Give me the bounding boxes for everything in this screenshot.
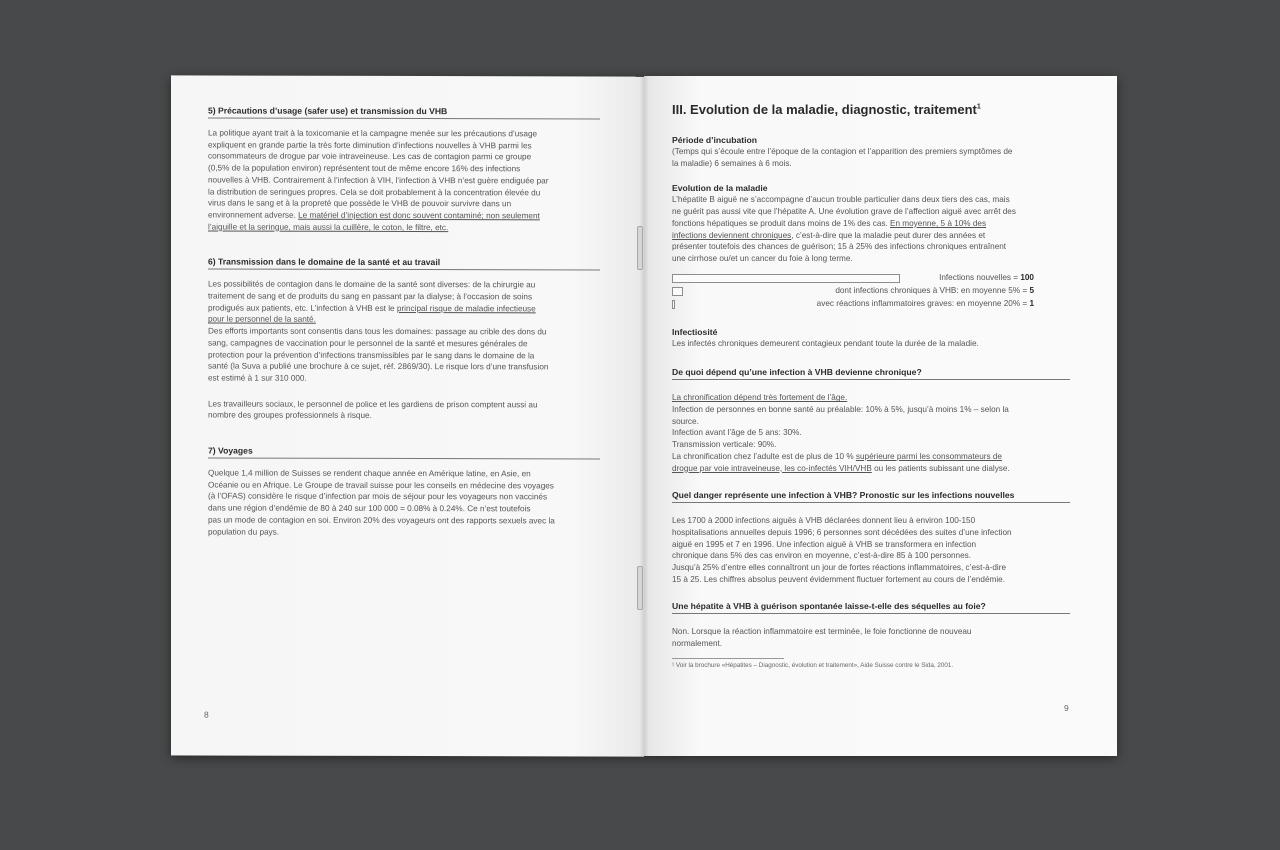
text-line — [672, 194, 1070, 206]
footnote: ¹ Voir la brochure «Hépatites – Diagnostic, évolution et traitement», Aide Suisse contre le Sida, 2001. — [672, 661, 954, 669]
text-line — [672, 230, 1070, 242]
text-line — [672, 392, 1070, 404]
text-line — [208, 479, 600, 492]
text-run: protection pour la prévention d’infections transmissibles par le sang dans le domaine de la — [208, 350, 535, 360]
paragraph — [208, 279, 600, 385]
text-run: prodigués aux patients, etc. L’infection à VHB est le — [208, 303, 397, 313]
infectiosite-heading: Infectiosité — [672, 326, 718, 337]
staple-top — [637, 226, 643, 270]
text-run: Infection de personnes en bonne santé au préalable: 10% à 5%, jusqu’à moins 1% – selon la — [672, 405, 1009, 415]
underlined-run: Le matériel d’injection est donc souvent contaminé; non seulement — [298, 210, 540, 221]
underlined-run: principal risque de maladie infectieuse — [396, 303, 536, 314]
bar-mark — [672, 274, 900, 283]
paragraph — [208, 468, 600, 539]
text-run: La chronification chez l’adulte est de plus de 10 % — [672, 451, 856, 461]
text-run: Les travailleurs sociaux, le personnel de police et les gardiens de prison comptent aussi au — [208, 399, 538, 409]
text-run: est estimé à 1 sur 310 000. — [208, 373, 307, 383]
text-run: fonctions hépatiques se produit dans moins de 1% des cas. — [672, 218, 891, 228]
text-run: présenter toutefois des chances de guérison; 15 à 25% des infections chroniques entraînent — [672, 242, 1007, 252]
text-line — [672, 253, 1070, 265]
text-run: Les possibilités de contagion dans le domaine de la santé sont diverses: de la chirurgie au — [208, 279, 536, 290]
text-line — [208, 361, 600, 374]
text-line — [208, 398, 600, 411]
text-line — [208, 526, 600, 539]
bar-row — [672, 273, 1034, 284]
paragraph — [208, 398, 600, 422]
text-run: Infection avant l’âge de 5 ans: 30%. — [672, 428, 802, 438]
text-line: (Temps qui s’écoule entre l’époque de la contagion et l’apparition des premiers symptômes de — [672, 147, 1013, 156]
incubation-text — [672, 146, 1070, 169]
text-run: (0,5% de la population environ) représentent tout de même encore 16% des infections — [208, 163, 521, 174]
text-line — [208, 139, 600, 152]
bar-label — [939, 273, 1034, 282]
text-line — [672, 427, 1070, 439]
text-run: ne guérit pas aussi vite que l’hépatite A. Une évolution grave de l’affection aiguë avec arrêt des — [672, 207, 1016, 217]
underlined-run: supérieure parmi les consommateurs de — [855, 451, 1002, 461]
bar-label-text: avec réactions inflammatoires graves: en moyenne 20% = — [816, 298, 1030, 308]
text-line — [208, 302, 600, 315]
text-run: une cirrhose ou/et un cancer du foie à long terme. — [672, 253, 853, 263]
text-line — [208, 372, 600, 385]
text-line — [208, 279, 600, 292]
text-line — [208, 186, 600, 199]
section-spacer — [208, 552, 600, 563]
text-run: Quelque 1,4 million de Suisses se rendent chaque année en Amérique latine, en Asie, en — [208, 468, 531, 479]
text-line: chronique dans 5% des cas environ en moyenne, c’est-à-dire 85 à 100 personnes. — [672, 551, 972, 561]
text-run: source. — [672, 416, 699, 426]
right-page — [644, 76, 1117, 756]
incubation-heading: Période d’incubation — [672, 135, 757, 145]
infection-bar-diagram — [672, 273, 1070, 313]
staple-bottom — [637, 566, 643, 610]
section-heading: 6) Transmission dans le domaine de la santé et au travail — [208, 257, 600, 271]
text-line — [208, 174, 600, 187]
text-run: expliquent en grande partie la très forte diminution d’infections nouvelles à VHB parmi les — [208, 140, 532, 151]
text-line — [208, 491, 600, 504]
bar-row — [672, 299, 1034, 310]
text-run: sang, campagnes de vaccination pour le personnel de la santé et mesures générales de — [208, 338, 528, 349]
sequelae-text — [672, 626, 1070, 649]
page-number-right: 9 — [1064, 703, 1069, 713]
text-line — [208, 314, 600, 327]
danger-text — [672, 515, 1070, 585]
text-line — [208, 127, 600, 140]
text-run: Des efforts importants sont consentis dans tous les domaines: passage au crible des dons du — [208, 326, 547, 337]
left-page-content — [208, 105, 600, 562]
text-line: Les 1700 à 2000 infections aiguës à VHB déclarées donnent lieu à environ 100-150 — [672, 516, 976, 526]
text-run: consommateurs de drogue par voie intraveineuse. Les cas de contagion parmi ce groupe — [208, 151, 532, 162]
evolution-heading: Evolution de la maladie — [672, 183, 768, 194]
footnote-rule — [672, 658, 784, 659]
danger-heading: Quel danger représente une infection à VHB? Pronostic sur les infections nouvelles — [672, 490, 1070, 503]
text-line — [208, 337, 600, 350]
text-line: hospitalisations annuelles depuis 1996; 6 personnes sont décédées des suites d’une infection — [672, 527, 1012, 537]
text-run: pas un mode de contagion en soi. Environ 20% des voyageurs ont des rapports sexuels avec la — [208, 515, 555, 526]
left-page — [171, 75, 644, 756]
text-run: (à l’OFAS) considère le risque d’infection par mois de séjour pour les voyageurs non vaccinés — [208, 491, 548, 502]
text-run: population du pays. — [208, 527, 280, 537]
text-line — [208, 163, 600, 176]
right-page-content — [672, 102, 1070, 669]
text-line — [208, 221, 600, 234]
text-line — [672, 218, 1070, 230]
text-run: l’aiguille et la seringue, mais aussi la cuillère, le coton, le filtre, etc. — [208, 222, 449, 232]
bar-label — [835, 286, 1034, 295]
text-run: infections deviennent chroniques — [672, 230, 792, 240]
bar-label — [817, 299, 1034, 308]
bar-value: 1 — [1029, 298, 1034, 308]
text-line — [208, 468, 600, 481]
text-line — [208, 209, 600, 222]
text-line: Non. Lorsque la réaction inflammatoire est terminée, le foie fonctionne de nouveau — [672, 627, 972, 637]
text-line: aiguë en 1995 et 7 en 1996. Une infection aiguë à VHB se transformera en infection — [672, 539, 977, 549]
bar-row — [672, 286, 1034, 297]
text-run: dans une région d’endémie de 80 à 240 sur 100 000 = 0.08% à 0.24%. Ce n’est toutefois — [208, 503, 531, 514]
text-line: Les infectés chroniques demeurent contagieux pendant toute la durée de la maladie. — [672, 338, 979, 348]
text-line — [672, 206, 1070, 218]
infectiosite-text — [672, 338, 1070, 350]
text-run: la distribution de seringues propres. Cela se doit probablement à la concentration élevée du — [208, 186, 541, 197]
bar-mark — [672, 287, 683, 296]
text-line: 15 à 25. Les chiffres absolus peuvent évidemment fluctuer fortement au cours de l’endémie. — [672, 574, 1005, 584]
text-line — [208, 503, 600, 516]
page-number-left: 8 — [204, 709, 209, 720]
text-line — [208, 151, 600, 164]
bar-value: 100 — [1020, 272, 1034, 282]
text-line — [208, 291, 600, 304]
text-run: Océanie ou en Afrique. Le Groupe de travail suisse pour les conseils en médecine des voyages — [208, 480, 554, 491]
bar-label-text: dont infections chroniques à VHB: en moyenne 5% = — [835, 285, 1030, 295]
text-run: nombre des groupes professionnels à risque. — [208, 410, 372, 421]
text-line — [208, 514, 600, 527]
text-line — [672, 439, 1070, 451]
text-line — [208, 198, 600, 211]
section-heading: 7) Voyages — [208, 446, 600, 460]
text-run: nouvelles à VHB. Contrairement à l’infection à VIH, l’infection à VHB n’est guère endiguée par — [208, 175, 549, 186]
text-run: drogue par voie intraveineuse, les co-infectés VIH/VHB — [672, 463, 872, 473]
text-run: Transmission verticale: 90%. — [672, 440, 777, 450]
text-line — [208, 349, 600, 362]
underlined-run: En moyenne, 5 à 10% des — [890, 218, 987, 228]
text-line — [208, 410, 600, 423]
text-run: virus dans le sang et à la propreté que possède le VHB de pouvoir survivre dans un — [208, 198, 512, 209]
text-run: , c’est-à-dire que la maladie peut durer des années et — [791, 230, 986, 240]
text-run: La politique ayant trait à la toxicomanie et la campagne menée sur les précautions d’usage — [208, 128, 538, 139]
bar-mark — [672, 300, 675, 309]
paragraph — [208, 127, 600, 233]
evolution-text — [672, 194, 1070, 264]
text-line: la maladie) 6 semaines à 6 mois. — [672, 158, 792, 168]
chronic-text — [672, 392, 1070, 474]
text-line: Jusqu’à 25% d’entre elles connaîtront un jour de fortes réactions inflammatoires, c’est-à-dire — [672, 563, 1007, 573]
text-line — [672, 451, 1070, 463]
text-run: pour le personnel de la santé. — [208, 314, 316, 325]
text-run: L’hépatite B aiguë ne s’accompagne d’aucun trouble particulier dans deux tiers des cas, mais — [672, 195, 1010, 205]
bar-value: 5 — [1029, 285, 1034, 295]
sequelae-heading: Une hépatite à VHB à guérison spontanée laisse-t-elle des séquelles au foie? — [672, 601, 1070, 614]
text-line — [672, 416, 1070, 428]
text-line — [208, 326, 600, 339]
bar-label-text: Infections nouvelles = — [939, 272, 1021, 282]
text-line: normalement. — [672, 639, 723, 649]
text-run: environnement adverse. — [208, 210, 299, 220]
text-line — [672, 241, 1070, 253]
section-heading: 5) Précautions d’usage (safer use) et transmission du VHB — [208, 105, 600, 119]
text-run: ou les patients subissant une dialyse. — [871, 463, 1010, 473]
book-gutter — [639, 76, 649, 756]
text-run: La chronification dépend très fortement de l’âge. — [672, 393, 848, 403]
text-run: traitement de sang et de produits du sang en passant par la dialyse; à l’occasion de soins — [208, 291, 533, 302]
chapter-title: III. Evolution de la maladie, diagnostic, traitement$^1$ — [672, 102, 981, 117]
text-run: santé (la Suva a publié une brochure à ce sujet, réf. 2869/30). Le risque lors d’une transfusion — [208, 361, 549, 372]
chronic-heading: De quoi dépend qu’une infection à VHB devienne chronique? — [672, 367, 1070, 380]
text-line — [672, 463, 1070, 475]
text-line — [672, 404, 1070, 416]
open-booklet — [171, 76, 1117, 756]
